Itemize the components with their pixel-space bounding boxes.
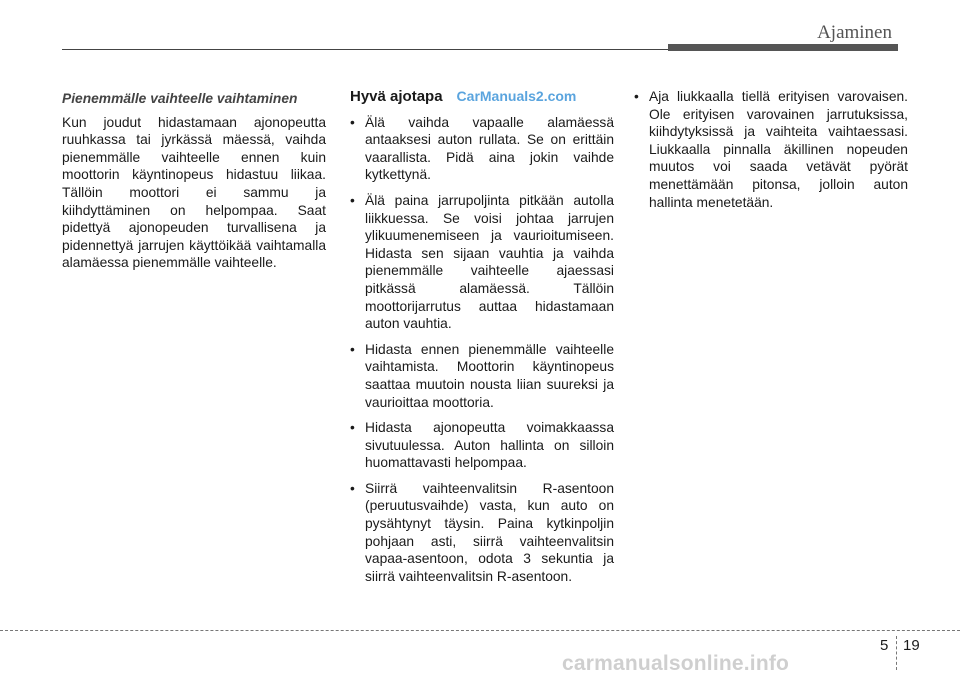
footer-divider: [0, 630, 960, 631]
column-middle: [350, 88, 614, 593]
list-item: • Hidasta ajonopeutta voimakkaassa sivutuulessa. Auton hallinta on silloin huomattavasti helpompaa.: [350, 419, 614, 472]
footer-page-divider: [896, 636, 897, 670]
footer-watermark: carmanualsonline.info: [562, 652, 790, 675]
watermark-link[interactable]: CarManuals2.com: [456, 88, 577, 104]
paragraph-downshift: Kun joudut hidastamaan ajonopeutta ruuhkassa tai jyrkässä mäessä, vaihda pienemmälle vaihteelle ennen kuin moottorin käyntinopeus hidastuu liikaa. Tällöin moottori ei sammu ja kiihdyttäminen on helpompaa. Saat pidettyä ajonopeuden turvallisena ja pidennettyä jarrujen käyttöikää vaihtamalla alamäessa pienemmälle vaihteelle.: [62, 114, 326, 271]
list-item: • Hidasta ennen pienemmälle vaihteelle vaihtamista. Moottorin käyntinopeus saattaa muutoin nousta liian suureksi ja vaurioittaa moottoria.: [350, 341, 614, 411]
heading-good-driving: [350, 88, 614, 106]
header-rule: [62, 49, 668, 50]
column-left: [62, 88, 326, 272]
list-item: • Älä vaihda vapaalle alamäessä antaaksesi auton rullata. Se on erittäin vaarallista. Pidä aina jokin vaihde kytkettynä.: [350, 114, 614, 184]
column-right: [634, 88, 908, 219]
heading-text: Hyvä ajotapa: [350, 88, 443, 105]
section-title: Ajaminen: [817, 22, 892, 43]
header-accent-bar: [668, 44, 898, 51]
bullet-list-middle: [350, 114, 614, 586]
subheading-downshift: Pienemmälle vaihteelle vaihtaminen: [62, 91, 298, 106]
page-number: 19: [903, 637, 920, 654]
list-item: • Aja liukkaalla tiellä erityisen varovaisen. Ole erityisen varovainen jarrutuksissa, kiihdytyksissä ja vaihteita vaihtaessasi. Liukkaalla pinnalla äkillinen nopeuden muutos voi saada vetävät pyörät menettämään pitonsa, jolloin auton hallinta menetetään.: [634, 88, 908, 211]
list-item: • Siirrä vaihteenvalitsin R-asentoon (peruutusvaihde) vasta, kun auto on pysähtynyt täysin. Paina kytkinpoljin pohjaan asti, siirrä vaihteenvalitsin vapaa-asentoon, odota 3 sekuntia ja siirrä vaihteenvalitsin R-asentoon.: [350, 480, 614, 586]
chapter-number: 5: [880, 637, 889, 654]
list-item: • Älä paina jarrupoljinta pitkään autolla liikkuessa. Se voisi johtaa jarrujen ylikuumenemiseen ja vaurioitumiseen. Hidasta sen sijaan vauhtia ja vaihda pienemmälle vaihteelle ajaessasi pitkässä alamäessä. Tällöin moottorijarrutus auttaa hidastamaan auton vauhtia.: [350, 192, 614, 333]
bullet-list-right: [634, 88, 908, 211]
